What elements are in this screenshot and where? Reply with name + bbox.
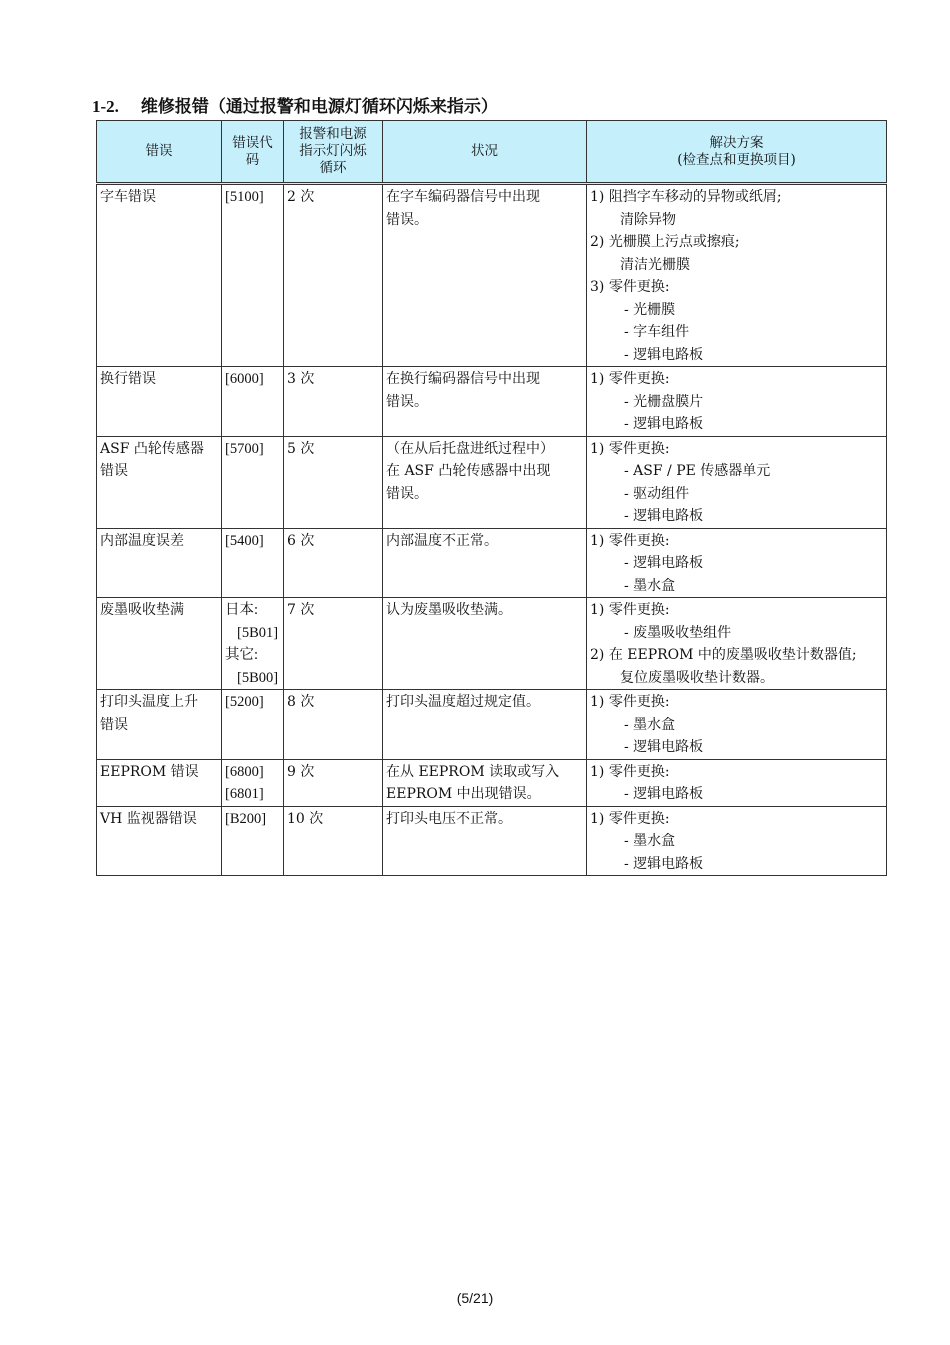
solution-cell (587, 598, 887, 690)
solution-line: - 墨水盒 (624, 833, 676, 849)
error-name: 错误 (100, 716, 128, 733)
solution-line: 1) 阻挡字车移动的异物或纸屑; (590, 189, 782, 205)
solution-cell (587, 806, 887, 876)
solution-line: - 墨水盒 (624, 716, 676, 733)
solution-line: 1) 零件更换: (590, 694, 670, 710)
solution-cell (587, 436, 887, 528)
blink-count: 3 次 (287, 371, 315, 387)
error-name: 打印头温度上升 (100, 694, 198, 710)
solution-line: - 光栅盘膜片 (624, 393, 704, 410)
section-heading: 维修报错（通过报警和电源灯循环闪烁来指示） (140, 97, 498, 117)
solution-line: - 逻辑电路板 (624, 346, 704, 363)
table-row (97, 184, 887, 367)
error-name-cell (97, 598, 222, 690)
solution-line: - 废墨吸收垫组件 (624, 624, 732, 641)
table-row (97, 759, 887, 806)
status-text: 打印头电压不正常。 (386, 810, 512, 827)
status-cell (383, 806, 587, 876)
error-name: 字车错误 (100, 189, 156, 205)
table-row (97, 598, 887, 690)
status-cell (383, 184, 587, 367)
solution-line: 2) 光栅膜上污点或擦痕; (590, 234, 740, 250)
status-text: 在 ASF 凸轮传感器中出现 (386, 463, 551, 479)
blink-count-cell (284, 759, 383, 806)
solution-line: 1) 零件更换: (590, 602, 670, 618)
error-name-cell (97, 436, 222, 528)
solution-line: - 字车组件 (624, 324, 690, 340)
status-text: 内部温度不正常。 (386, 532, 498, 549)
error-code: 其它: (225, 647, 259, 663)
error-code: [5B00] (237, 669, 279, 686)
table-row (97, 436, 887, 528)
solution-cell (587, 184, 887, 367)
blink-count-cell (284, 436, 383, 528)
error-table (96, 120, 887, 876)
error-code: [5700] (225, 440, 264, 457)
error-code: [5B01] (237, 624, 279, 641)
solution-line: 清洁光栅膜 (620, 256, 690, 273)
error-code-cell (222, 759, 284, 806)
blink-count: 8 次 (287, 694, 315, 710)
status-cell (383, 367, 587, 437)
error-name-cell (97, 759, 222, 806)
status-text: 在从 EEPROM 读取或写入 (386, 763, 560, 780)
status-text: 打印头温度超过规定值。 (386, 694, 540, 710)
solution-line: 1) 零件更换: (590, 763, 670, 780)
error-name: 错误 (100, 463, 128, 479)
solution-line: - 逻辑电路板 (624, 508, 704, 524)
error-name-cell (97, 184, 222, 367)
solution-cell (587, 528, 887, 598)
error-code-cell (222, 367, 284, 437)
error-code: [5200] (225, 694, 264, 710)
error-name: EEPROM 错误 (100, 763, 199, 780)
status-cell (383, 759, 587, 806)
solution-line: 1) 零件更换: (590, 532, 670, 549)
section-title (92, 92, 498, 117)
error-code-cell (222, 528, 284, 598)
status-text: 在字车编码器信号中出现 (386, 189, 540, 205)
blink-count-cell (284, 598, 383, 690)
page-number: (5/21) (456, 1290, 494, 1306)
status-cell (383, 436, 587, 528)
solution-line: 复位废墨吸收垫计数器。 (620, 669, 774, 686)
solution-line: - 逻辑电路板 (624, 786, 704, 802)
header-solution: 解决方案 (检查点和更换项目) (587, 121, 887, 184)
blink-count-cell (284, 367, 383, 437)
solution-line: 3) 零件更换: (590, 279, 670, 295)
solution-line: 1) 零件更换: (590, 440, 670, 457)
solution-cell (587, 690, 887, 760)
blink-count: 10 次 (287, 810, 324, 827)
solution-line: - 逻辑电路板 (624, 416, 704, 432)
error-name: ASF 凸轮传感器 (100, 440, 204, 457)
solution-line: - 光栅膜 (624, 301, 676, 318)
error-code-cell (222, 184, 284, 367)
error-name-cell (97, 367, 222, 437)
header-error: 错误 (97, 121, 222, 184)
error-name: 废墨吸收垫满 (100, 602, 184, 618)
error-code: [B200] (225, 810, 267, 827)
blink-count: 5 次 (287, 440, 315, 457)
status-cell (383, 598, 587, 690)
error-code-cell (222, 436, 284, 528)
error-code: [5400] (225, 532, 264, 549)
blink-count-cell (284, 184, 383, 367)
error-code-cell (222, 806, 284, 876)
table-row (97, 367, 887, 437)
solution-cell (587, 367, 887, 437)
error-code-cell (222, 690, 284, 760)
status-cell (383, 528, 587, 598)
error-name: VH 监视器错误 (100, 810, 197, 827)
error-code-cell (222, 598, 284, 690)
section-number: 1-2. (92, 97, 119, 116)
error-code: [5100] (225, 189, 264, 205)
table-body (97, 184, 887, 876)
solution-line: - 逻辑电路板 (624, 555, 704, 571)
status-cell (383, 690, 587, 760)
error-name-cell (97, 806, 222, 876)
solution-line: - 墨水盒 (624, 577, 676, 594)
error-name: 内部温度误差 (100, 532, 184, 549)
solution-line: 清除异物 (620, 211, 676, 228)
blink-count-cell (284, 806, 383, 876)
status-text: 错误。 (386, 211, 428, 228)
blink-count: 9 次 (287, 763, 315, 780)
error-code: [6801] (225, 786, 264, 802)
error-code: [6800] (225, 763, 264, 780)
status-text: （在从后托盘进纸过程中） (386, 440, 554, 457)
status-text: EEPROM 中出现错误。 (386, 786, 541, 802)
status-text: 错误。 (386, 393, 428, 410)
status-text: 错误。 (386, 485, 428, 502)
header-code: 错误代 码 (222, 121, 284, 184)
status-text: 在换行编码器信号中出现 (386, 371, 540, 387)
table-row (97, 528, 887, 598)
table-row (97, 806, 887, 876)
error-name-cell (97, 690, 222, 760)
table-header-row (97, 121, 887, 184)
solution-line: 1) 零件更换: (590, 810, 670, 827)
status-text: 认为废墨吸收垫满。 (386, 602, 512, 618)
blink-count-cell (284, 528, 383, 598)
error-name: 换行错误 (100, 371, 156, 387)
blink-count: 7 次 (287, 602, 315, 618)
solution-line: - 逻辑电路板 (624, 855, 704, 872)
error-name-cell (97, 528, 222, 598)
header-status: 状况 (383, 121, 587, 184)
solution-cell (587, 759, 887, 806)
blink-count-cell (284, 690, 383, 760)
table-row (97, 690, 887, 760)
header-blink: 报警和电源 指示灯闪烁 循环 (284, 121, 383, 184)
solution-line: - ASF / PE 传感器单元 (624, 463, 771, 479)
solution-line: 2) 在 EEPROM 中的废墨吸收垫计数器值; (590, 647, 857, 663)
error-code: [6000] (225, 371, 264, 387)
solution-line: - 驱动组件 (624, 485, 690, 502)
solution-line: - 逻辑电路板 (624, 739, 704, 755)
blink-count: 2 次 (287, 189, 315, 205)
solution-line: 1) 零件更换: (590, 371, 670, 387)
blink-count: 6 次 (287, 532, 315, 549)
error-code: 日本: (225, 602, 259, 618)
